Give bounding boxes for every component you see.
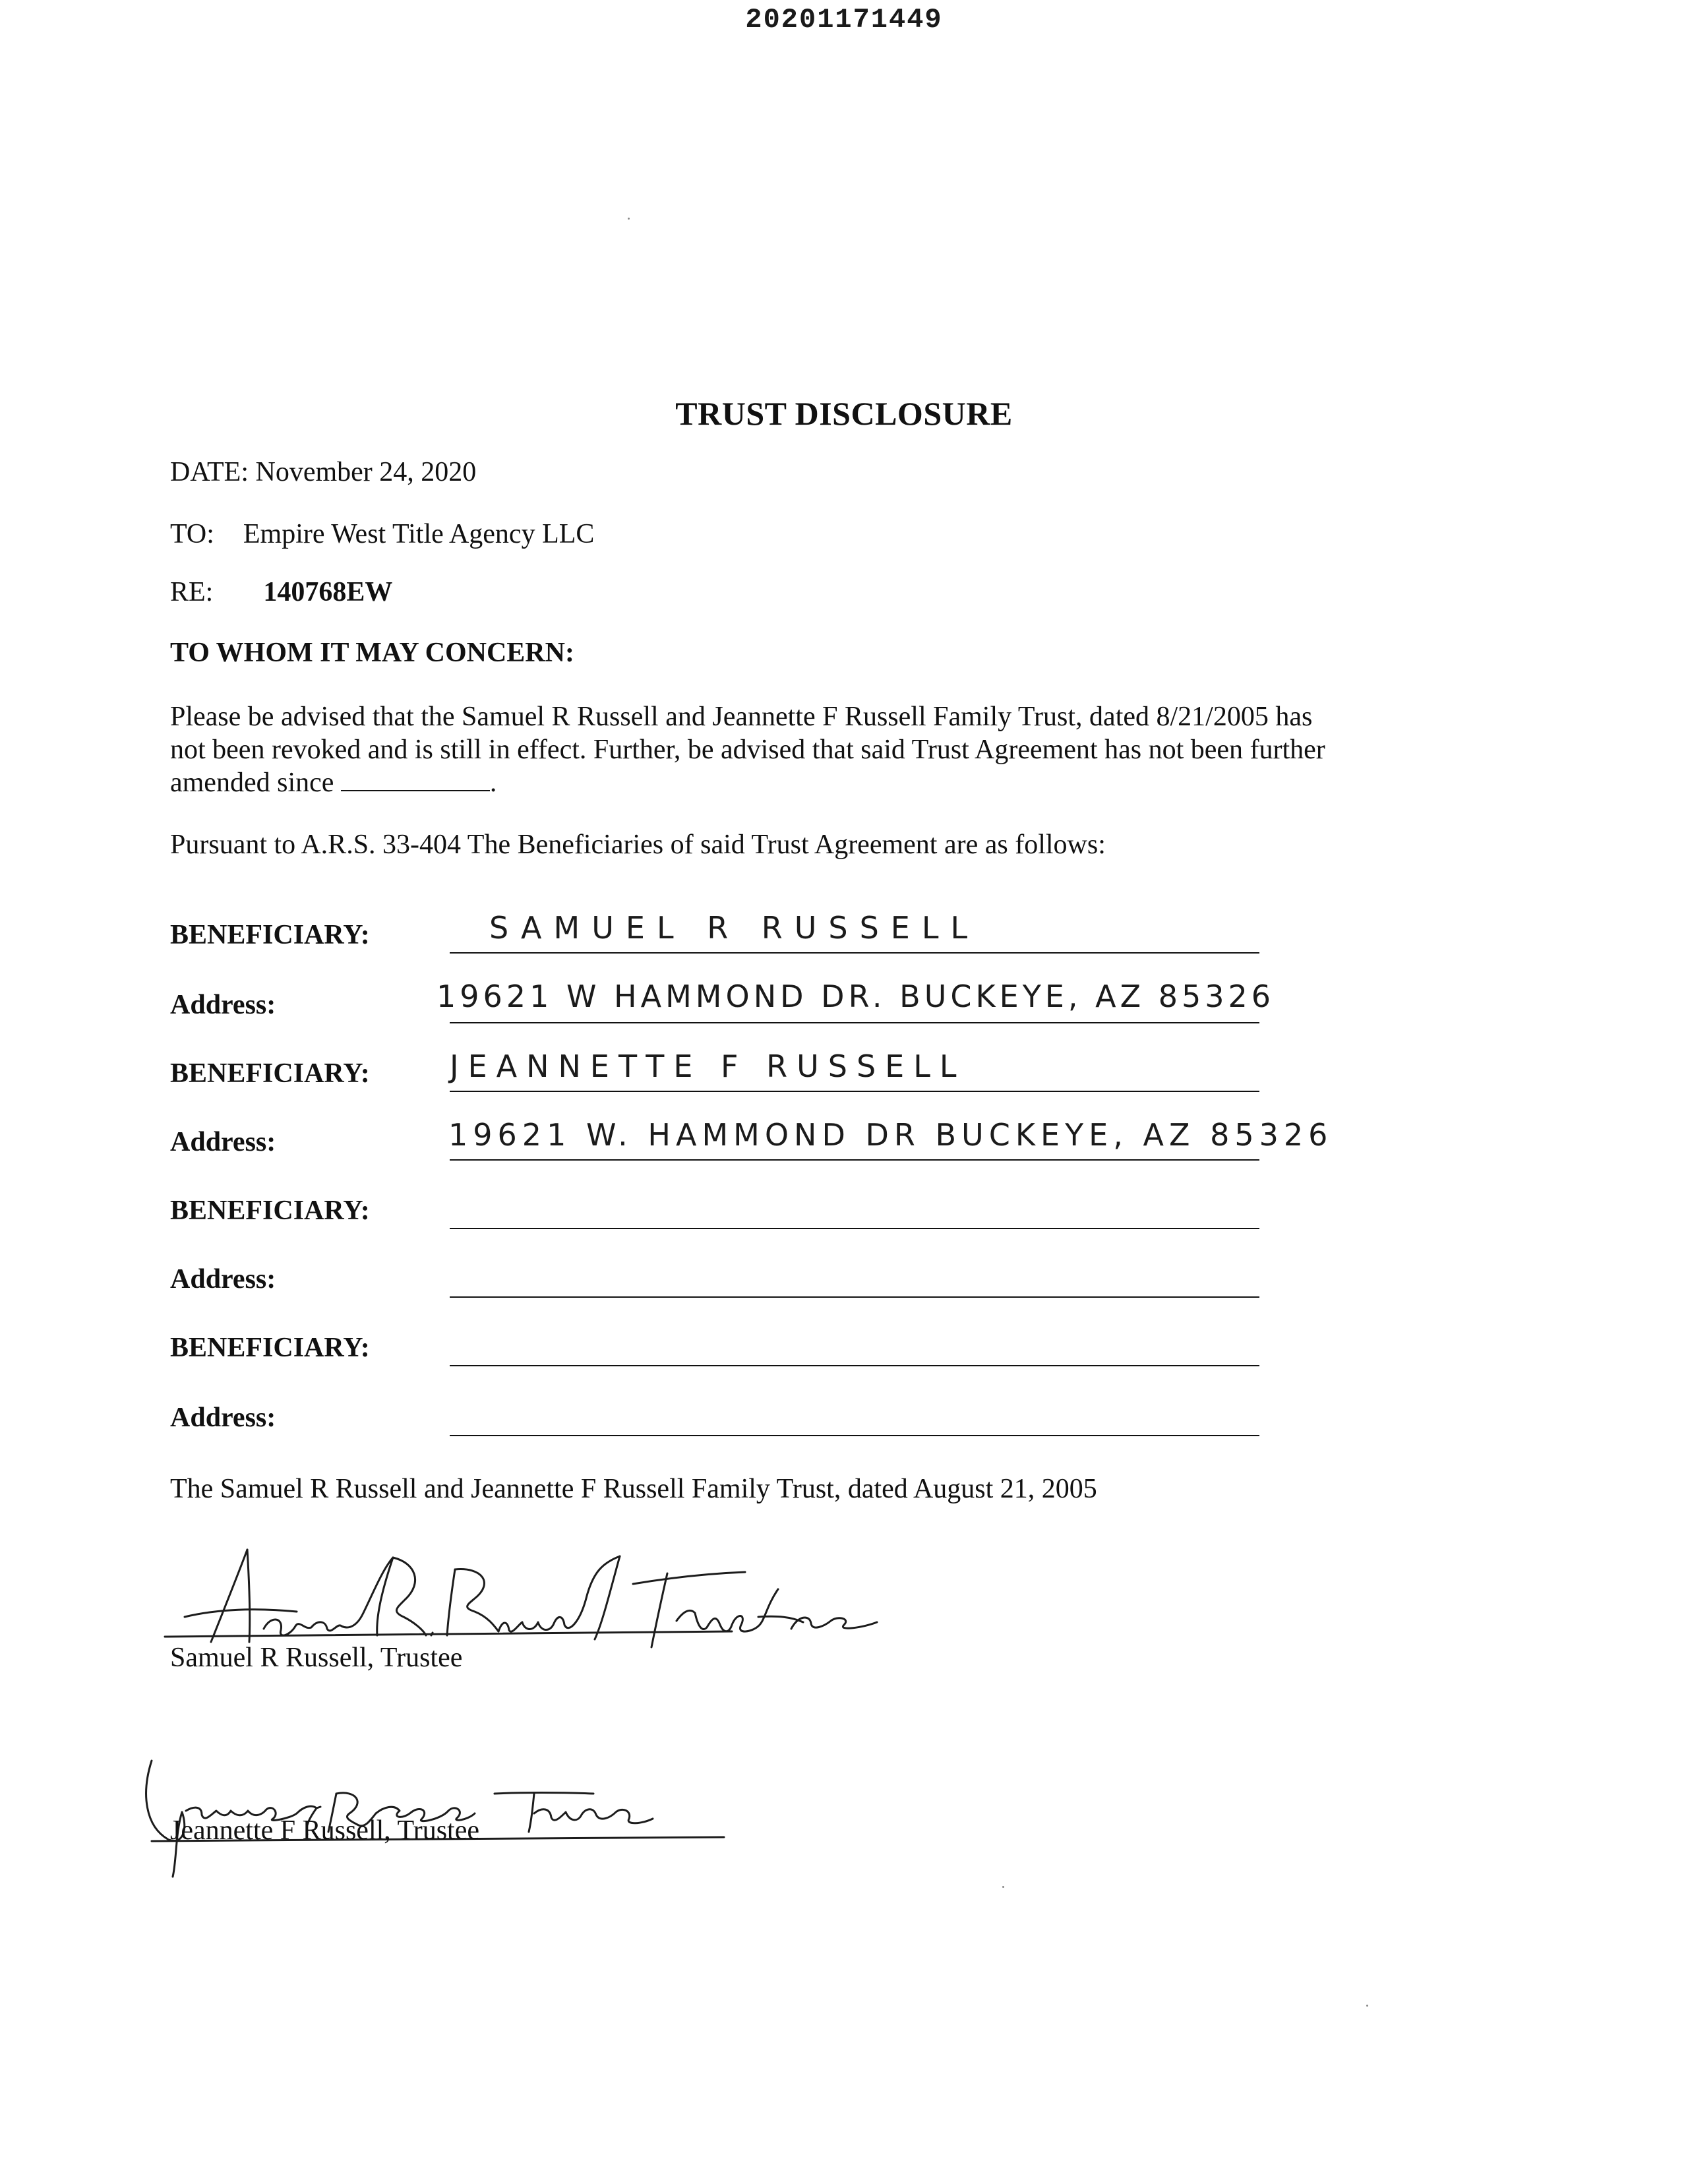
beneficiary-4-line (450, 1365, 1259, 1366)
amended-prefix: amended since (170, 768, 334, 798)
beneficiary-1-line (450, 952, 1259, 954)
address-1-label: Address: (170, 990, 276, 1020)
jeannette-signature-caption: Jeannette F Russell, Trustee (170, 1815, 479, 1846)
paragraph-line (170, 766, 1502, 799)
to-line (170, 518, 594, 550)
address-2-label: Address: (170, 1127, 276, 1157)
samuel-signature-caption: Samuel R Russell, Trustee (170, 1643, 463, 1673)
beneficiary-2-value: JEANNETTE F RUSSELL (450, 1048, 966, 1084)
to-value: Empire West Title Agency LLC (243, 519, 595, 549)
paragraph-line: not been revoked and is still in effect. Further, be advised that said Trust Agreement has not been further (170, 735, 1325, 765)
beneficiary-1-label: BENEFICIARY: (170, 920, 370, 950)
address-3-line (450, 1296, 1259, 1298)
document-number: 20201171449 (745, 4, 943, 36)
beneficiaries-intro: Pursuant to A.R.S. 33-404 The Beneficiaries of said Trust Agreement are as follows: (170, 830, 1106, 860)
beneficiary-4-label: BENEFICIARY: (170, 1333, 370, 1363)
trust-statement: The Samuel R Russell and Jeannette F Russell Family Trust, dated August 21, 2005 (170, 1474, 1097, 1504)
scan-speck (628, 218, 630, 220)
amended-suffix: . (489, 768, 497, 798)
address-4-label: Address: (170, 1403, 276, 1433)
address-3-label: Address: (170, 1264, 276, 1294)
re-value: 140768EW (263, 577, 393, 607)
address-4-line (450, 1435, 1259, 1436)
beneficiary-2-line (450, 1091, 1259, 1092)
scan-speck (1366, 2005, 1368, 2007)
address-1-line (450, 1022, 1259, 1023)
date-line: DATE: November 24, 2020 (170, 457, 477, 487)
salutation: TO WHOM IT MAY CONCERN: (170, 638, 574, 668)
samuel-signature (165, 1543, 903, 1655)
to-label: TO: (170, 519, 214, 549)
re-label: RE: (170, 577, 214, 607)
address-2-line (450, 1159, 1259, 1161)
scan-speck (1002, 1886, 1004, 1888)
document-title: TRUST DISCLOSURE (675, 395, 1013, 432)
beneficiary-1-value: SAMUEL R RUSSELL (489, 910, 980, 946)
beneficiary-3-line (450, 1228, 1259, 1229)
paragraph-line: Please be advised that the Samuel R Russell and Jeannette F Russell Family Trust, dated 8/21/2005 has (170, 702, 1313, 732)
amended-date-blank (341, 766, 490, 791)
beneficiary-3-label: BENEFICIARY: (170, 1196, 370, 1226)
re-line (170, 576, 392, 608)
beneficiary-2-label: BENEFICIARY: (170, 1058, 370, 1089)
disclosure-paragraph (170, 700, 1502, 799)
address-2-value: 19621 W. HAMMOND DR BUCKEYE, AZ 85326 (448, 1117, 1333, 1153)
address-1-value: 19621 W HAMMOND DR. BUCKEYE, AZ 85326 (437, 979, 1275, 1014)
